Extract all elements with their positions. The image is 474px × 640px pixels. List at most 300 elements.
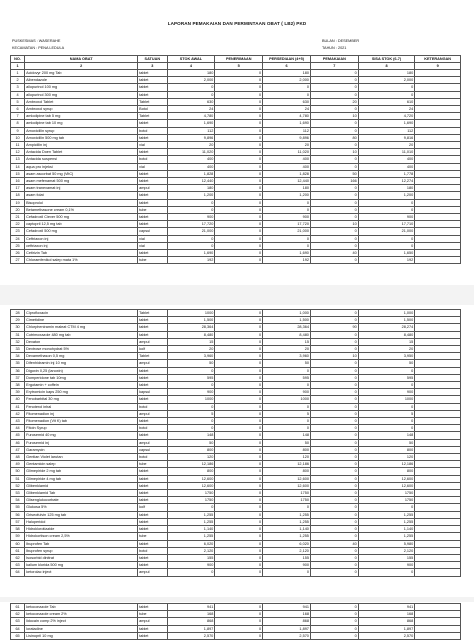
persediaan-cell: 0	[263, 425, 311, 432]
drug-name-cell: Isosorbid dinitrat	[25, 554, 138, 561]
table-row	[11, 367, 461, 374]
drug-name-cell: Dexamethason 0,5 mg	[25, 353, 138, 360]
pemakaian-cell: 0	[310, 482, 358, 489]
table-row	[11, 432, 461, 439]
stok-awal-cell: 4,780	[167, 113, 215, 120]
sisa-stok-cell: 1,255	[358, 533, 415, 540]
stok-awal-cell: 8,480	[167, 331, 215, 338]
persediaan-cell: 0	[263, 382, 311, 389]
pemakaian-cell: 0	[310, 374, 358, 381]
persediaan-cell: 20	[263, 142, 311, 149]
row-number-cell: 10	[11, 134, 25, 141]
unit-cell: vial	[138, 235, 167, 242]
table-row	[11, 611, 461, 618]
table-row	[11, 389, 461, 396]
unit-cell: ampul	[138, 410, 167, 417]
penerimaan-cell: 0	[215, 475, 263, 482]
table-row	[11, 547, 461, 554]
unit-cell: botol	[138, 454, 167, 461]
drug-name-cell: captopril 12,5 mg tab	[25, 221, 138, 228]
drug-name-cell: Ambroxol Tablet	[25, 98, 138, 105]
persediaan-cell: 595	[263, 374, 311, 381]
persediaan-cell: 0	[263, 84, 311, 91]
drug-name-cell: Erytromicin kaps 250 mg	[25, 389, 138, 396]
unit-cell: tablet	[138, 70, 167, 77]
index-cell: 9	[415, 63, 461, 70]
keterangan-cell	[415, 142, 461, 149]
table-row	[11, 468, 461, 475]
drug-name-cell: Haloperidol	[25, 518, 138, 525]
pemakaian-cell: 0	[310, 382, 358, 389]
row-number-cell: 57	[11, 518, 25, 525]
stok-awal-cell: 2,000	[167, 77, 215, 84]
drug-name-cell: Hidrokortison cream 2,5%	[25, 533, 138, 540]
pemakaian-cell: 10	[310, 353, 358, 360]
stok-awal-cell: 5	[167, 410, 215, 417]
keterangan-cell	[415, 242, 461, 249]
sisa-stok-cell: 1,897	[358, 625, 415, 632]
keterangan-cell	[415, 396, 461, 403]
table-row	[11, 526, 461, 533]
penerimaan-cell: 0	[215, 338, 263, 345]
persediaan-cell: 155	[263, 554, 311, 561]
drug-name-cell: allopurinol 100 mg	[25, 84, 138, 91]
keterangan-cell	[415, 562, 461, 569]
table-row	[11, 91, 461, 98]
table-row	[11, 618, 461, 625]
unit-cell: tablet	[138, 554, 167, 561]
penerimaan-cell: 0	[215, 242, 263, 249]
persediaan-cell: 1,255	[263, 511, 311, 518]
pemakaian-cell: 10	[310, 149, 358, 156]
table-row	[11, 446, 461, 453]
row-number-cell: 42	[11, 410, 25, 417]
persediaan-cell: 50	[263, 360, 311, 367]
penerimaan-cell: 0	[215, 618, 263, 625]
report-page-1	[0, 0, 474, 285]
drug-name-cell: Cefadroxil Ciever 500 mg	[25, 214, 138, 221]
drug-name-cell: Acidovyr 200 mg Tab	[25, 70, 138, 77]
unit-cell: tablet	[138, 250, 167, 257]
pemakaian-cell: 0	[310, 338, 358, 345]
table-row	[11, 206, 461, 213]
drug-name-cell: Dexaton	[25, 338, 138, 345]
row-number-cell: 51	[11, 475, 25, 482]
index-cell: 2	[25, 63, 138, 70]
persediaan-cell: 28,364	[263, 324, 311, 331]
drug-name-cell: Hidroklorotiazide	[25, 526, 138, 533]
persediaan-cell: 1750	[263, 490, 311, 497]
header-no: NO.	[11, 56, 25, 63]
pemakaian-cell: 0	[310, 569, 358, 576]
persediaan-cell: 0	[263, 242, 311, 249]
stok-awal-cell: 1000	[167, 396, 215, 403]
index-cell: 6	[263, 63, 311, 70]
row-number-cell: 50	[11, 468, 25, 475]
penerimaan-cell: 0	[215, 482, 263, 489]
unit-cell: tablet	[138, 199, 167, 206]
penerimaan-cell: 0	[215, 604, 263, 611]
unit-cell: botol	[138, 425, 167, 432]
persediaan-cell: 400	[263, 156, 311, 163]
pemakaian-cell: 0	[310, 199, 358, 206]
persediaan-cell: 2,120	[263, 547, 311, 554]
row-number-cell: 55	[11, 504, 25, 511]
row-number-cell: 46	[11, 439, 25, 446]
drug-name-cell: aqua pro injeksi	[25, 163, 138, 170]
table-row	[11, 77, 461, 84]
row-number-cell: 39	[11, 389, 25, 396]
pemakaian-cell: 0	[310, 518, 358, 525]
stok-awal-cell: 20	[167, 142, 215, 149]
stok-awal-cell: 1750	[167, 490, 215, 497]
drug-name-cell: Bisoprolol	[25, 199, 138, 206]
stok-awal-cell: 17,720	[167, 221, 215, 228]
pemakaian-cell: 0	[310, 389, 358, 396]
persediaan-cell: 148	[263, 432, 311, 439]
sisa-stok-cell: 0	[358, 569, 415, 576]
row-number-cell: 65	[11, 632, 25, 639]
drug-name-cell: Furosemid inj	[25, 439, 138, 446]
pemakaian-cell: 0	[310, 511, 358, 518]
table-row	[11, 554, 461, 561]
table-row	[11, 511, 461, 518]
table-row	[11, 250, 461, 257]
penerimaan-cell: 0	[215, 403, 263, 410]
sisa-stok-cell: 0	[358, 425, 415, 432]
row-number-cell: 56	[11, 511, 25, 518]
unit-cell: tablet	[138, 518, 167, 525]
pemakaian-cell: 0	[310, 504, 358, 511]
pemakaian-cell: 0	[310, 410, 358, 417]
keterangan-cell	[415, 418, 461, 425]
sisa-stok-cell: 5,980	[358, 540, 415, 547]
row-number-cell: 22	[11, 221, 25, 228]
persediaan-cell: 2,570	[263, 632, 311, 639]
tahun-label: TAHUN : 2021	[322, 46, 347, 50]
keterangan-cell	[415, 170, 461, 177]
pemakaian-cell: 0	[310, 360, 358, 367]
stok-awal-cell: 0	[167, 569, 215, 576]
sisa-stok-cell: 112	[358, 127, 415, 134]
stok-awal-cell: 900	[167, 389, 215, 396]
keterangan-cell	[415, 324, 461, 331]
drug-name-cell: Glimepiride 4 mg tab	[25, 475, 138, 482]
sisa-stok-cell: 1,140	[358, 526, 415, 533]
row-number-cell: 3	[11, 84, 25, 91]
pemakaian-cell: 0	[310, 425, 358, 432]
penerimaan-cell: 0	[215, 410, 263, 417]
sisa-stok-cell: 1,690	[358, 120, 415, 127]
penerimaan-cell: 0	[215, 127, 263, 134]
unit-cell: tablet	[138, 625, 167, 632]
unit-cell: tube	[138, 461, 167, 468]
row-number-cell: 23	[11, 228, 25, 235]
keterangan-cell	[415, 554, 461, 561]
sisa-stok-cell: 0	[358, 84, 415, 91]
persediaan-cell: 1000	[263, 396, 311, 403]
sisa-stok-cell: 0	[358, 242, 415, 249]
table-row	[11, 127, 461, 134]
sisa-stok-cell: 800	[358, 446, 415, 453]
row-number-cell: 49	[11, 461, 25, 468]
table-row	[11, 163, 461, 170]
row-number-cell: 4	[11, 91, 25, 98]
row-number-cell: 25	[11, 242, 25, 249]
unit-cell: tablet	[138, 367, 167, 374]
sisa-stok-cell: 9,816	[358, 134, 415, 141]
penerimaan-cell: 0	[215, 170, 263, 177]
keterangan-cell	[415, 77, 461, 84]
persediaan-cell: 900	[263, 214, 311, 221]
table-row	[11, 490, 461, 497]
stok-awal-cell: 15	[167, 338, 215, 345]
penerimaan-cell: 0	[215, 221, 263, 228]
pemakaian-cell: 0	[310, 346, 358, 353]
pemakaian-cell: 0	[310, 192, 358, 199]
index-cell: 3	[138, 63, 167, 70]
sisa-stok-cell: 5	[358, 410, 415, 417]
row-number-cell: 35	[11, 360, 25, 367]
penerimaan-cell: 0	[215, 250, 263, 257]
penerimaan-cell: 0	[215, 214, 263, 221]
pemakaian-cell: 0	[310, 331, 358, 338]
unit-cell: tablet	[138, 475, 167, 482]
persediaan-cell: 24	[263, 106, 311, 113]
sisa-stok-cell: 0	[358, 418, 415, 425]
pemakaian-cell: 0	[310, 206, 358, 213]
sisa-stok-cell: 0	[358, 91, 415, 98]
keterangan-cell	[415, 331, 461, 338]
persediaan-cell: 400	[263, 163, 311, 170]
penerimaan-cell: 0	[215, 454, 263, 461]
keterangan-cell	[415, 98, 461, 105]
keterangan-cell	[415, 454, 461, 461]
unit-cell: capsul	[138, 228, 167, 235]
drug-name-cell: Ergotamin + coffein	[25, 382, 138, 389]
row-number-cell: 26	[11, 250, 25, 257]
unit-cell: botol	[138, 403, 167, 410]
sisa-stok-cell: 0	[358, 199, 415, 206]
drug-name-cell: loratadine	[25, 625, 138, 632]
row-number-cell: 33	[11, 346, 25, 353]
table-row	[11, 317, 461, 324]
penerimaan-cell: 0	[215, 439, 263, 446]
pemakaian-cell: 90	[310, 324, 358, 331]
penerimaan-cell: 0	[215, 163, 263, 170]
row-number-cell: 53	[11, 490, 25, 497]
stok-awal-cell: 1,255	[167, 511, 215, 518]
unit-cell: Tablet	[138, 98, 167, 105]
sisa-stok-cell: 11,010	[358, 149, 415, 156]
pemakaian-cell: 0	[310, 533, 358, 540]
sisa-stok-cell: 0	[358, 206, 415, 213]
persediaan-cell: 17,720	[263, 221, 311, 228]
row-number-cell: 15	[11, 170, 25, 177]
row-number-cell: 2	[11, 77, 25, 84]
stok-awal-cell: 595	[167, 374, 215, 381]
sisa-stok-cell: 168	[358, 611, 415, 618]
sisa-stok-cell: 610	[358, 98, 415, 105]
keterangan-cell	[415, 91, 461, 98]
sisa-stok-cell: 148	[358, 432, 415, 439]
stok-awal-cell: 900	[167, 562, 215, 569]
drug-name-cell: Ibuprofen syrup	[25, 547, 138, 554]
row-number-cell: 63	[11, 562, 25, 569]
unit-cell: botol	[138, 547, 167, 554]
keterangan-cell	[415, 547, 461, 554]
penerimaan-cell: 0	[215, 149, 263, 156]
stok-awal-cell: 3,960	[167, 353, 215, 360]
table-row	[11, 310, 461, 317]
table-row	[11, 228, 461, 235]
table-row	[11, 374, 461, 381]
persediaan-cell: 12,440	[263, 178, 311, 185]
pemakaian-cell: 0	[310, 242, 358, 249]
drug-name-cell: ketoconazole Tab	[25, 604, 138, 611]
drug-name-cell: Chloramfenikol salep mata 1%	[25, 257, 138, 264]
stok-awal-cell: 1,255	[167, 518, 215, 525]
unit-cell: vial	[138, 163, 167, 170]
persediaan-cell: 1,140	[263, 526, 311, 533]
persediaan-cell: 12,600	[263, 475, 311, 482]
stok-awal-cell: 0	[167, 504, 215, 511]
drug-name-cell: amlodipine tab 10 mg	[25, 120, 138, 127]
stok-awal-cell: 0	[167, 199, 215, 206]
sisa-stok-cell: 0	[358, 367, 415, 374]
pemakaian-cell: 0	[310, 403, 358, 410]
pemakaian-cell: 0	[310, 214, 358, 221]
row-number-cell: 17	[11, 185, 25, 192]
keterangan-cell	[415, 192, 461, 199]
stok-awal-cell: 1750	[167, 497, 215, 504]
drug-name-cell: Ambroxol syrup	[25, 106, 138, 113]
sisa-stok-cell: 900	[358, 562, 415, 569]
penerimaan-cell: 0	[215, 526, 263, 533]
table-row	[11, 338, 461, 345]
table-row	[11, 156, 461, 163]
unit-cell: ampul	[138, 185, 167, 192]
drug-name-cell: Ceftriaxon inj	[25, 235, 138, 242]
stok-awal-cell: 24	[167, 106, 215, 113]
keterangan-cell	[415, 338, 461, 345]
unit-cell: tablet	[138, 91, 167, 98]
pemakaian-cell: 80	[310, 134, 358, 141]
unit-cell: vial	[138, 142, 167, 149]
drug-name-cell: Cotrimoxazole 480 mg tab	[25, 331, 138, 338]
drug-name-cell: kalium klorida 500 mg	[25, 562, 138, 569]
keterangan-cell	[415, 604, 461, 611]
pemakaian-cell: 0	[310, 127, 358, 134]
drug-name-cell: Ampicillin inj	[25, 142, 138, 149]
drug-table-2	[10, 309, 461, 577]
table-row	[11, 106, 461, 113]
sisa-stok-cell: 1,650	[358, 250, 415, 257]
table-row	[11, 178, 461, 185]
keterangan-cell	[415, 425, 461, 432]
pemakaian-cell: 10	[310, 113, 358, 120]
keterangan-cell	[415, 206, 461, 213]
table-row	[11, 461, 461, 468]
unit-cell: ampul	[138, 439, 167, 446]
penerimaan-cell: 0	[215, 70, 263, 77]
penerimaan-cell: 0	[215, 156, 263, 163]
stok-awal-cell: 28,364	[167, 324, 215, 331]
persediaan-cell: 1,690	[263, 250, 311, 257]
stok-awal-cell: 0	[167, 242, 215, 249]
pemakaian-cell: 0	[310, 228, 358, 235]
sisa-stok-cell: 0	[358, 235, 415, 242]
unit-cell: Tablet	[138, 113, 167, 120]
index-cell: 8	[358, 63, 415, 70]
penerimaan-cell: 0	[215, 461, 263, 468]
persediaan-cell: 900	[263, 562, 311, 569]
table-row	[11, 214, 461, 221]
pemakaian-cell: 0	[310, 632, 358, 639]
keterangan-cell	[415, 540, 461, 547]
persediaan-cell: 800	[263, 468, 311, 475]
table-row	[11, 569, 461, 576]
sisa-stok-cell: 1,200	[358, 192, 415, 199]
keterangan-cell	[415, 382, 461, 389]
drug-name-cell: Fitomenadion inj	[25, 410, 138, 417]
unit-cell: tablet	[138, 490, 167, 497]
header-nama-obat: NAMA OBAT	[25, 56, 138, 63]
pemakaian-cell: 0	[310, 77, 358, 84]
sisa-stok-cell: 800	[358, 468, 415, 475]
table-header-row	[11, 56, 461, 63]
penerimaan-cell: 0	[215, 562, 263, 569]
unit-cell: Tablet	[138, 310, 167, 317]
table-row	[11, 242, 461, 249]
keterangan-cell	[415, 360, 461, 367]
sisa-stok-cell: 12,600	[358, 482, 415, 489]
sisa-stok-cell: 20	[358, 346, 415, 353]
unit-cell: ampul	[138, 360, 167, 367]
report-page-2	[0, 305, 474, 597]
pemakaian-cell: 0	[310, 156, 358, 163]
page-gap	[0, 285, 474, 305]
pemakaian-cell: 0	[310, 70, 358, 77]
table-row	[11, 403, 461, 410]
drug-table-1	[10, 55, 461, 264]
unit-cell: tablet	[138, 632, 167, 639]
drug-name-cell: asam folat	[25, 192, 138, 199]
sisa-stok-cell: 0	[358, 403, 415, 410]
table-row	[11, 235, 461, 242]
sisa-stok-cell: 868	[358, 618, 415, 625]
unit-cell: ampul	[138, 569, 167, 576]
unit-cell: tablet	[138, 482, 167, 489]
pemakaian-cell: 0	[310, 554, 358, 561]
sisa-stok-cell: 28,274	[358, 324, 415, 331]
penerimaan-cell: 0	[215, 382, 263, 389]
penerimaan-cell: 0	[215, 310, 263, 317]
drug-name-cell: Cefadroxil 500 mg	[25, 228, 138, 235]
drug-name-cell: Antacida suspensi	[25, 156, 138, 163]
table-row	[11, 497, 461, 504]
keterangan-cell	[415, 149, 461, 156]
stok-awal-cell: 1,500	[167, 317, 215, 324]
keterangan-cell	[415, 504, 461, 511]
persediaan-cell: 5	[263, 410, 311, 417]
penerimaan-cell: 0	[215, 389, 263, 396]
pemakaian-cell: 0	[310, 526, 358, 533]
penerimaan-cell: 0	[215, 511, 263, 518]
unit-cell: botol	[138, 156, 167, 163]
row-number-cell: 38	[11, 382, 25, 389]
table-row	[11, 410, 461, 417]
